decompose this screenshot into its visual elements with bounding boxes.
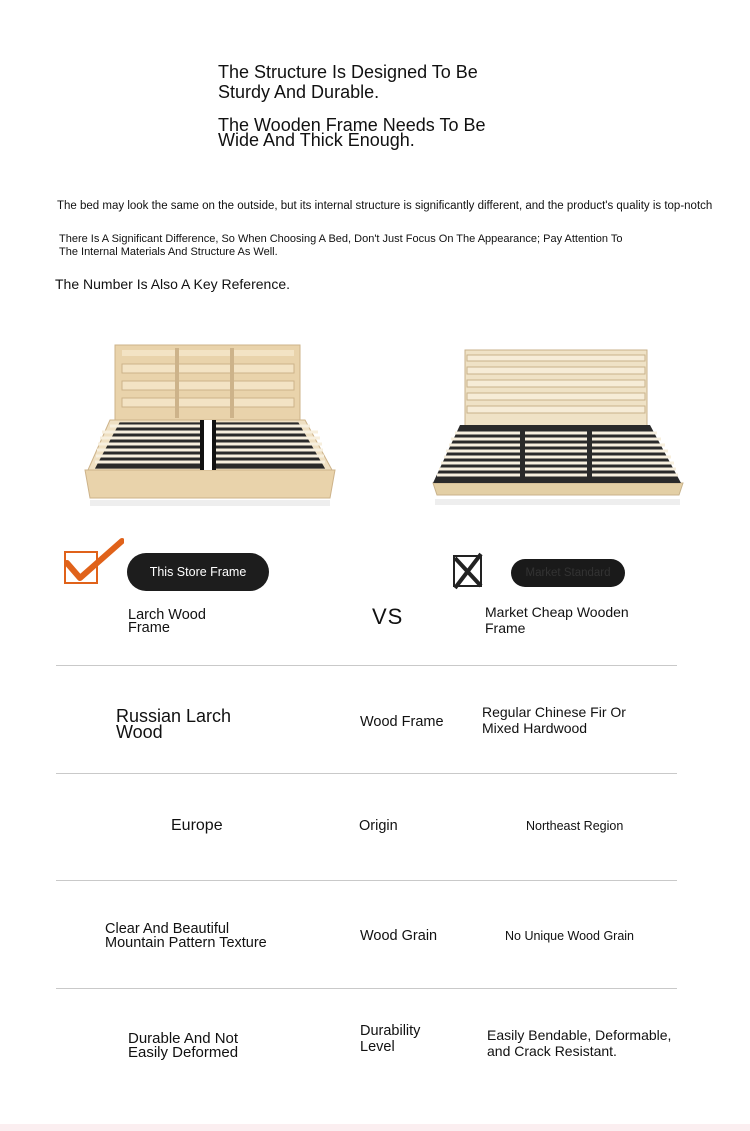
headline-line-2: Sturdy And Durable.: [218, 82, 380, 102]
row-4-left-line-2: Easily Deformed: [128, 1044, 239, 1061]
headline-line-1: The Structure Is Designed To Be: [218, 62, 478, 82]
row-divider: [56, 773, 677, 774]
row-divider: [56, 665, 677, 666]
row-3-label: Wood Grain: [360, 928, 438, 944]
store-title-line-2: Frame: [128, 620, 170, 636]
market-title-line-2: Frame: [485, 620, 526, 636]
vs-label: VS: [372, 604, 404, 629]
row-4-left-line-1: Durable And Not: [128, 1030, 239, 1047]
store-title-line-1: Larch Wood: [128, 607, 206, 623]
row-1-label: Wood Frame: [360, 714, 444, 730]
row-1-left-line-1: Russian Larch: [116, 706, 232, 726]
row-1-right-line-2: Mixed Hardwood: [482, 720, 588, 736]
row-4-right-line-1: Easily Bendable, Deformable,: [487, 1027, 672, 1043]
row-1-right-line-1: Regular Chinese Fir Or: [482, 704, 626, 720]
market-bed-image: [425, 345, 690, 510]
difference-line-1: There Is A Significant Difference, So When Choosing A Bed, Don't Just Focus On The Appearance; Pay Attention To: [59, 233, 623, 245]
market-standard-badge: Market Standard: [511, 559, 625, 587]
row-2-label: Origin: [359, 818, 398, 834]
bottom-strip: [0, 1124, 750, 1131]
intro-sentence: The bed may look the same on the outside, but its internal structure is significantly different, and the product's quality is top-notch: [57, 200, 713, 212]
cross-box-icon: [452, 552, 484, 590]
row-2-left: Europe: [171, 817, 223, 834]
row-3-left-line-2: Mountain Pattern Texture: [105, 935, 267, 951]
store-bed-image: [80, 340, 340, 510]
key-reference: The Number Is Also A Key Reference.: [55, 276, 291, 292]
headline-line-3: The Wooden Frame Needs To Be: [218, 115, 486, 135]
row-3-left-line-1: Clear And Beautiful: [105, 921, 230, 937]
row-4-label-line-2: Level: [360, 1039, 395, 1055]
row-1-left-line-2: Wood: [116, 722, 163, 742]
row-4-label-line-1: Durability: [360, 1023, 421, 1039]
row-divider: [56, 880, 677, 881]
row-divider: [56, 988, 677, 989]
store-frame-badge: This Store Frame: [127, 553, 269, 591]
difference-line-2: The Internal Materials And Structure As Well.: [59, 246, 278, 258]
headline-line-4: Wide And Thick Enough.: [218, 130, 415, 150]
row-2-right: Northeast Region: [526, 819, 624, 833]
row-3-right: No Unique Wood Grain: [505, 929, 635, 943]
row-4-right-line-2: and Crack Resistant.: [487, 1043, 617, 1059]
checkmark-icon: [62, 538, 124, 586]
market-title-line-1: Market Cheap Wooden: [485, 604, 629, 620]
